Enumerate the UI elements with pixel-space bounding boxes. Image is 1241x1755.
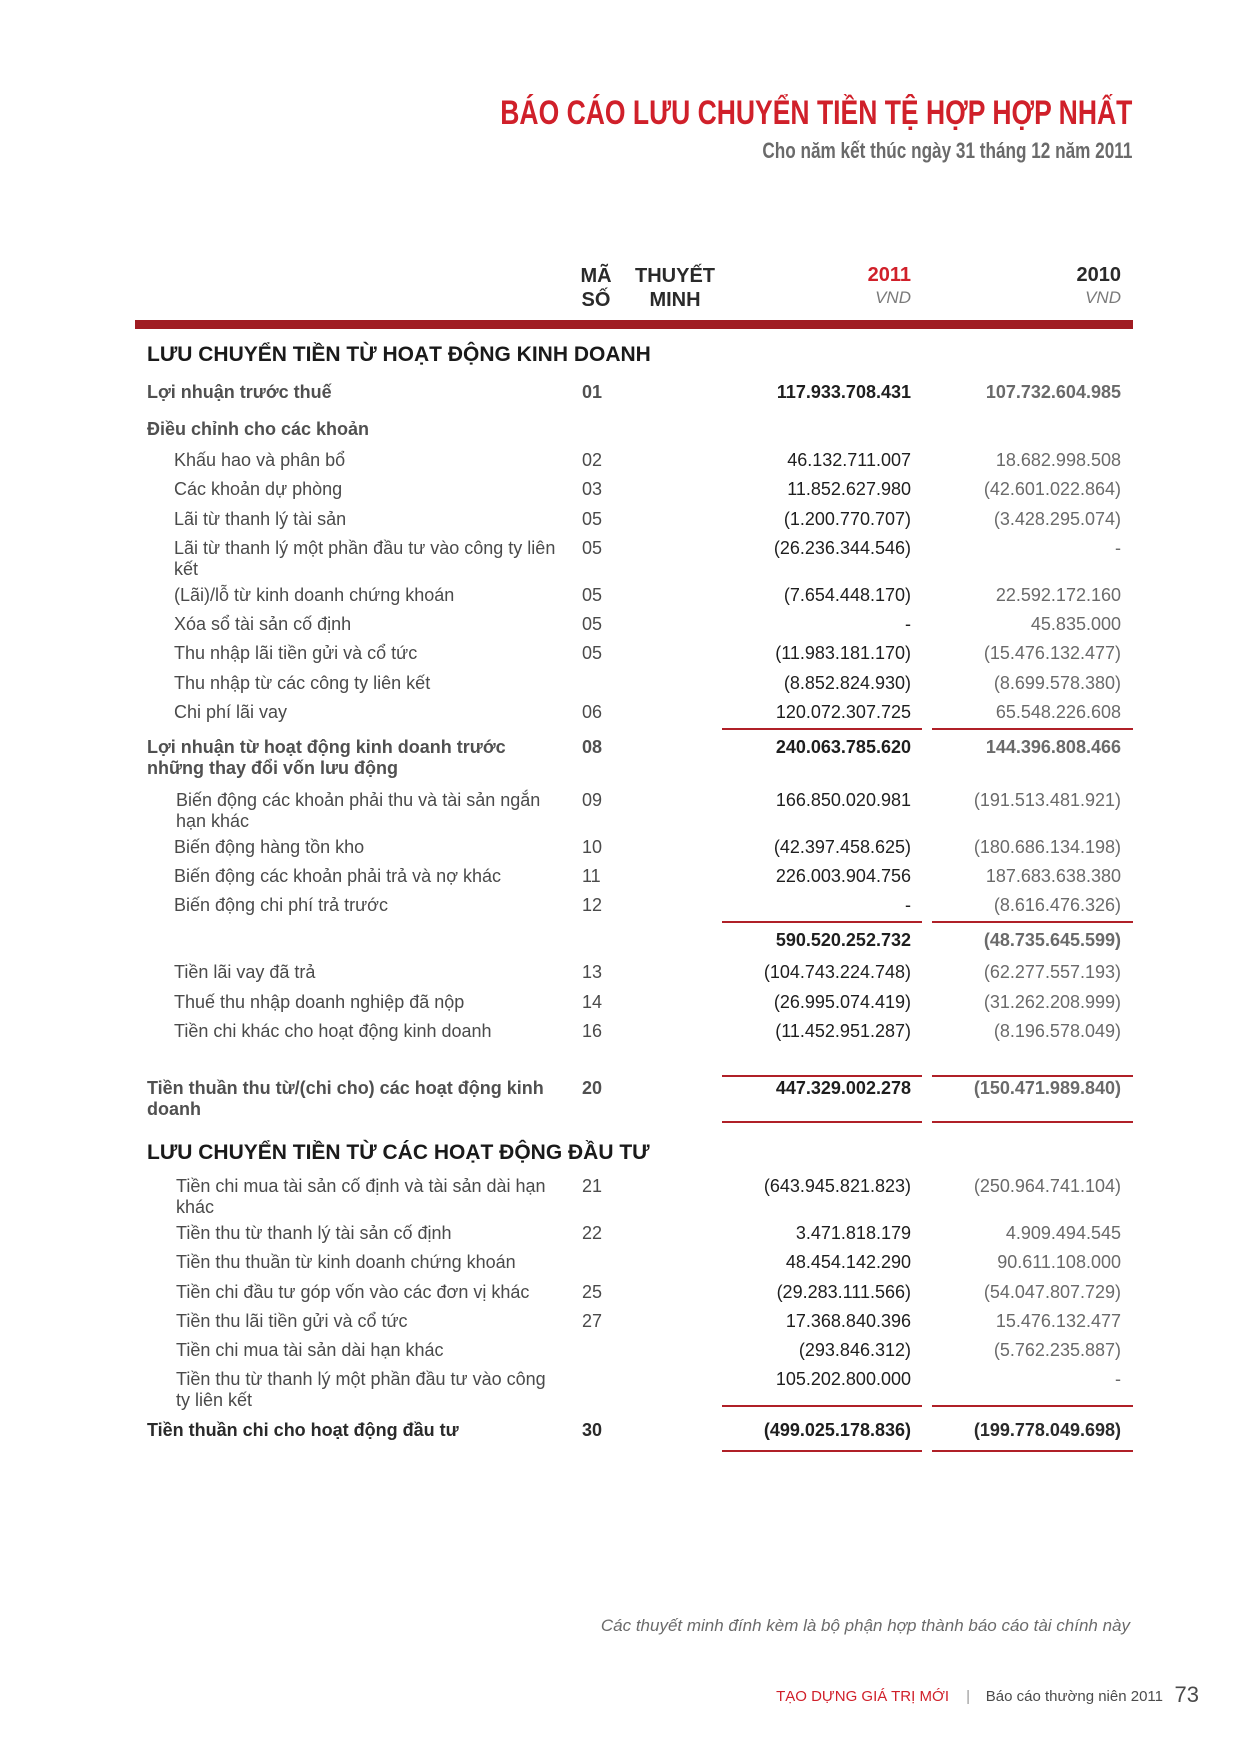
row-label: Xóa sổ tài sản cố định	[174, 614, 352, 634]
row-value-2010: -	[1115, 1369, 1121, 1389]
row-code: 05	[582, 614, 603, 634]
row-label: Biến động các khoản phải thu và tài sản ngắn hạn khác	[176, 790, 541, 831]
row-code: 02	[582, 450, 603, 470]
row-value-2011: 17.368.840.396	[785, 1311, 911, 1331]
row-code: 16	[582, 1021, 603, 1041]
row-value-2010: (31.262.208.999)	[983, 992, 1121, 1012]
row-label: Các khoản dự phòng	[174, 479, 343, 499]
row-value-2011: 48.454.142.290	[785, 1252, 911, 1272]
row-label: Lãi từ thanh lý tài sản	[174, 509, 347, 529]
footer-separator: |	[966, 1688, 970, 1705]
row-value-2011: 447.329.002.278	[775, 1078, 911, 1098]
row-label: (Lãi)/lỗ từ kinh doanh chứng khoán	[174, 585, 455, 605]
col-header-code	[576, 264, 616, 312]
row-value-2010: 107.732.604.985	[985, 382, 1121, 402]
row-value-2011: (499.025.178.836)	[763, 1420, 911, 1440]
row-value-2010: (5.762.235.887)	[993, 1340, 1121, 1360]
row-code: 05	[582, 509, 603, 529]
row-value-2010: 65.548.226.608	[995, 702, 1121, 722]
row-value-2011: (29.283.111.566)	[776, 1282, 911, 1302]
row-value-2010: (8.699.578.380)	[993, 673, 1121, 693]
page-number: 73	[1174, 1682, 1199, 1707]
row-value-2010: (150.471.989.840)	[973, 1078, 1121, 1098]
row-label: Chi phí lãi vay	[174, 702, 288, 722]
row-value-2010: (250.964.741.104)	[973, 1176, 1121, 1196]
row-code: 10	[582, 837, 603, 857]
row-label: Lợi nhuận từ hoạt động kinh doanh trước những thay đổi vốn lưu động	[147, 737, 506, 778]
row-code: 01	[582, 382, 603, 402]
row-value-2010: 90.611.108.000	[997, 1252, 1121, 1272]
row-code: 05	[582, 585, 603, 605]
row-label: Tiền chi mua tài sản dài hạn khác	[176, 1340, 444, 1360]
row-value-2011: 166.850.020.981	[775, 790, 911, 810]
row-code: 11	[582, 866, 601, 886]
row-label: Tiền thu thuần từ kinh doanh chứng khoán	[176, 1252, 516, 1272]
total-underline-2011	[722, 1121, 922, 1123]
subtotal-rule-2010	[932, 728, 1133, 730]
row-label: Tiền thuần chi cho hoạt động đầu tư	[147, 1420, 459, 1440]
row-value-2010: (62.277.557.193)	[983, 962, 1121, 982]
total-rule-2011	[722, 1075, 922, 1077]
row-code: 30	[582, 1420, 603, 1440]
row-value-2010: (199.778.049.698)	[973, 1420, 1121, 1440]
row-code: 03	[582, 479, 603, 499]
total-rule-2011	[722, 1405, 922, 1407]
row-value-2011: (1.200.770.707)	[783, 509, 911, 529]
row-code: 22	[582, 1223, 603, 1243]
row-value-2010: 22.592.172.160	[995, 585, 1121, 605]
row-value-2011: (11.983.181.170)	[775, 643, 911, 663]
row-code: 06	[582, 702, 603, 722]
row-value-2010: 15.476.132.477	[995, 1311, 1121, 1331]
col-header-note-text: THUYẾT MINH	[635, 265, 715, 311]
row-label: Thu nhập lãi tiền gửi và cổ tức	[174, 643, 418, 663]
row-value-2011: 120.072.307.725	[775, 702, 911, 722]
subtotal-rule-2011	[722, 728, 922, 730]
subtotal-rule-2011	[722, 921, 922, 923]
row-label: Biến động các khoản phải trả và nợ khác	[174, 866, 502, 886]
row-code: 20	[582, 1078, 603, 1098]
row-label: Điều chỉnh cho các khoản	[147, 419, 370, 439]
total-underline-2010	[932, 1450, 1133, 1452]
row-value-2011: (643.945.821.823)	[763, 1176, 911, 1196]
row-code: 13	[582, 962, 603, 982]
row-value-2011: 590.520.252.732	[775, 930, 911, 950]
row-code: 21	[582, 1176, 603, 1196]
row-value-2010: (180.686.134.198)	[973, 837, 1121, 857]
row-value-2010: (8.196.578.049)	[993, 1021, 1121, 1041]
row-label: Biến động hàng tồn kho	[174, 837, 365, 857]
row-value-2011: -	[905, 614, 911, 634]
row-value-2010: 4.909.494.545	[1005, 1223, 1121, 1243]
total-rule-2010	[932, 1405, 1133, 1407]
row-label: Tiền lãi vay đã trả	[174, 962, 316, 982]
row-value-2010: (48.735.645.599)	[983, 930, 1121, 950]
row-code: 12	[582, 895, 603, 915]
row-value-2010: (8.616.476.326)	[993, 895, 1121, 915]
row-label: Tiền thu từ thanh lý một phần đầu tư vào công ty liên kết	[176, 1369, 546, 1410]
row-value-2010: 18.682.998.508	[995, 450, 1121, 470]
section-operating: LƯU CHUYỂN TIỀN TỪ HOẠT ĐỘNG KINH DOANH	[147, 343, 651, 366]
row-value-2010: 187.683.638.380	[985, 866, 1121, 886]
row-value-2011: 226.003.904.756	[775, 866, 911, 886]
row-value-2011: (26.236.344.546)	[773, 538, 911, 558]
col-header-note	[620, 264, 730, 312]
row-value-2011: (26.995.074.419)	[773, 992, 911, 1012]
row-code: 09	[582, 790, 603, 810]
col-header-2010: 2010	[1076, 264, 1121, 286]
row-value-2011: (11.452.951.287)	[775, 1021, 911, 1041]
row-code: 05	[582, 643, 603, 663]
col-unit-2011: VND	[875, 288, 911, 307]
row-value-2011: 3.471.818.179	[795, 1223, 911, 1243]
row-value-2010: (3.428.295.074)	[993, 509, 1121, 529]
row-code: 14	[582, 992, 603, 1012]
row-code: 25	[582, 1282, 603, 1302]
row-code: 27	[582, 1311, 603, 1331]
total-rule-2010	[932, 1075, 1133, 1077]
row-value-2010: 45.835.000	[1030, 614, 1121, 634]
footer-tagline: TẠO DỰNG GIÁ TRỊ MỚI	[776, 1688, 949, 1705]
page-subtitle: Cho năm kết thúc ngày 31 tháng 12 năm 2011	[761, 138, 1132, 163]
row-value-2011: 117.933.708.431	[776, 382, 911, 402]
header-divider	[135, 320, 1133, 329]
section-investing: LƯU CHUYỂN TIỀN TỪ CÁC HOẠT ĐỘNG ĐẦU TƯ	[147, 1141, 650, 1164]
row-label: Khấu hao và phân bổ	[174, 450, 346, 470]
row-label: Lãi từ thanh lý một phần đầu tư vào công ty liên kết	[174, 538, 556, 579]
page-title: BÁO CÁO LƯU CHUYỂN TIỀN TỆ HỢP HỢP NHẤT	[499, 94, 1132, 132]
row-label: Tiền chi mua tài sản cố định và tài sản dài hạn khác	[176, 1176, 546, 1217]
row-label: Tiền chi khác cho hoạt động kinh doanh	[174, 1021, 492, 1041]
row-value-2010: -	[1115, 538, 1121, 558]
row-label: Biến động chi phí trả trước	[174, 895, 388, 915]
row-value-2011: (8.852.824.930)	[783, 673, 911, 693]
row-value-2011: (104.743.224.748)	[763, 962, 911, 982]
row-value-2011: 11.852.627.980	[787, 479, 911, 499]
col-header-2011: 2011	[867, 264, 911, 286]
row-label: Tiền thuần thu từ/(chi cho) các hoạt động kinh doanh	[147, 1078, 544, 1119]
footnote: Các thuyết minh đính kèm là bộ phận hợp thành báo cáo tài chính này	[600, 1616, 1130, 1635]
row-code: 05	[582, 538, 603, 558]
row-code: 08	[582, 737, 603, 757]
row-value-2011: 240.063.785.620	[775, 737, 911, 757]
footer-report-name: Báo cáo thường niên 2011	[985, 1688, 1163, 1705]
row-label: Tiền thu từ thanh lý tài sản cố định	[176, 1223, 452, 1243]
row-value-2010: (54.047.807.729)	[983, 1282, 1121, 1302]
row-label: Tiền chi đầu tư góp vốn vào các đơn vị khác	[176, 1282, 530, 1302]
row-value-2011: 105.202.800.000	[775, 1369, 911, 1389]
row-value-2010: (42.601.022.864)	[983, 479, 1121, 499]
row-label: Thu nhập từ các công ty liên kết	[174, 673, 431, 693]
row-value-2011: (7.654.448.170)	[783, 585, 911, 605]
row-value-2010: 144.396.808.466	[985, 737, 1121, 757]
col-header-code-text: MÃ SỐ	[580, 265, 612, 311]
row-value-2011: (293.846.312)	[798, 1340, 911, 1360]
row-value-2011: -	[905, 895, 911, 915]
total-underline-2010	[932, 1121, 1133, 1123]
col-unit-2010: VND	[1085, 288, 1121, 307]
total-underline-2011	[722, 1450, 922, 1452]
row-label: Thuế thu nhập doanh nghiệp đã nộp	[174, 992, 465, 1012]
row-value-2011: 46.132.711.007	[787, 450, 911, 470]
row-label: Tiền thu lãi tiền gửi và cổ tức	[176, 1311, 408, 1331]
row-value-2010: (15.476.132.477)	[983, 643, 1121, 663]
subtotal-rule-2010	[932, 921, 1133, 923]
row-value-2010: (191.513.481.921)	[973, 790, 1121, 810]
row-label: Lợi nhuận trước thuế	[147, 382, 332, 402]
row-value-2011: (42.397.458.625)	[773, 837, 911, 857]
